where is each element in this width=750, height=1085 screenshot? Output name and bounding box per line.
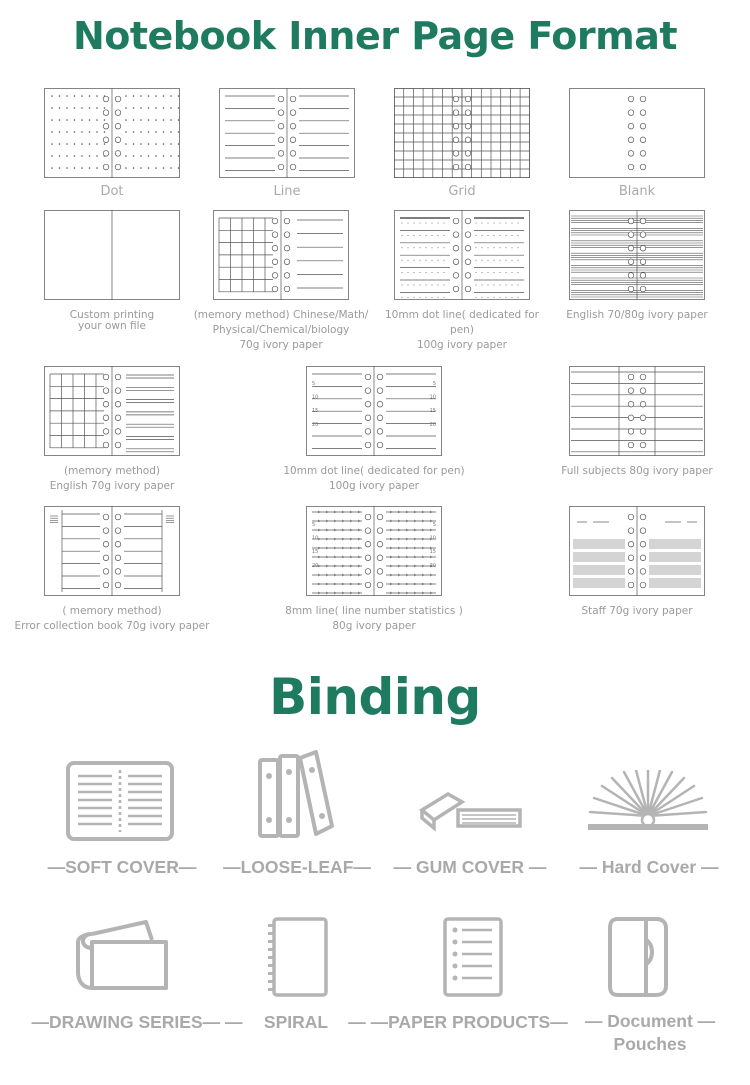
- format-error-book-tile: [44, 506, 180, 596]
- svg-text:20: 20: [429, 562, 436, 569]
- format-dotline-100-tile: [394, 210, 530, 300]
- svg-text:5: 5: [312, 522, 316, 528]
- format-caption: Dot: [100, 184, 124, 199]
- svg-text:15: 15: [312, 549, 319, 556]
- soft-cover-icon: [66, 760, 176, 846]
- format-custom-tile: [44, 210, 180, 300]
- svg-text:10: 10: [312, 394, 319, 401]
- svg-text:10: 10: [429, 394, 436, 401]
- binding-title: Binding: [269, 668, 481, 726]
- paper-products-icon: [442, 916, 504, 1002]
- format-memory-chinese-tile: [213, 210, 349, 300]
- svg-text:20: 20: [312, 562, 319, 569]
- page-thumbnail: [44, 506, 180, 596]
- format-caption: (memory method) English 70g ivory paper: [49, 465, 175, 492]
- format-full-subjects-tile: [569, 366, 705, 456]
- format-caption: Staff 70g ivory paper: [581, 605, 693, 617]
- svg-text:5: 5: [432, 522, 436, 528]
- spiral-label: SPIRAL: [263, 1012, 329, 1032]
- format-grid-tile: [394, 88, 530, 178]
- format-memory-english-tile: [44, 366, 180, 456]
- svg-text:15: 15: [312, 408, 319, 415]
- format-line-tile: [219, 88, 355, 178]
- page-thumbnail: [394, 88, 530, 178]
- drawing-series-label: —DRAWING SERIES— —: [31, 1012, 243, 1032]
- format-blank-tile: [569, 88, 705, 178]
- page-thumbnail: [44, 366, 180, 456]
- format-caption: Blank: [618, 184, 656, 199]
- hard-cover-label: — Hard Cover —: [579, 857, 719, 877]
- format-caption: Line: [273, 184, 301, 199]
- format-line-8mm-tile: [306, 506, 442, 596]
- page-thumbnail: [394, 210, 530, 300]
- document-pouches-label: — Document — Pouches: [584, 1011, 716, 1054]
- page-thumbnail: [44, 88, 180, 178]
- format-caption: English 70/80g ivory paper: [566, 309, 708, 321]
- loose-leaf-label: —LOOSE-LEAF—: [223, 857, 371, 877]
- document-pouches-icon: [608, 916, 672, 1002]
- gum-cover-label: — GUM COVER —: [393, 857, 547, 877]
- format-caption: Full subjects 80g ivory paper: [561, 465, 713, 477]
- format-staff-tile: [569, 506, 705, 596]
- drawing-series-icon: [76, 918, 170, 998]
- format-caption: ( memory method) Error collection book 70g ivory paper: [14, 605, 210, 632]
- spiral-icon: [266, 916, 330, 1002]
- loose-leaf-icon: [254, 750, 336, 846]
- svg-text:20: 20: [429, 421, 436, 428]
- page-thumbnail: [306, 366, 442, 456]
- page-thumbnail: [44, 210, 180, 300]
- hard-cover-icon: [586, 770, 710, 838]
- page-title: Notebook Inner Page Format: [72, 14, 678, 58]
- format-caption: Grid: [448, 184, 476, 199]
- paper-products-label: — —PAPER PRODUCTS—: [348, 1012, 568, 1032]
- format-caption: 10mm dot line( dedicated for pen) 100g ivory paper: [283, 465, 465, 492]
- page-thumbnail: [569, 506, 705, 596]
- page-thumbnail: [569, 210, 705, 300]
- format-dot-tile: [44, 88, 180, 178]
- format-caption: 8mm line( line number statistics ) 80g ivory paper: [285, 605, 463, 632]
- format-caption: Custom printing your own file: [69, 309, 155, 332]
- page-thumbnail: [219, 88, 355, 178]
- svg-text:15: 15: [429, 549, 436, 556]
- svg-text:5: 5: [432, 381, 436, 387]
- svg-text:20: 20: [312, 421, 319, 428]
- svg-text:5: 5: [312, 381, 316, 387]
- format-english-tile: [569, 210, 705, 300]
- page-thumbnail: [306, 506, 442, 596]
- format-dotline-num-tile: [306, 366, 442, 456]
- page-thumbnail: [569, 366, 705, 456]
- format-caption: 10mm dot line( dedicated for pen) 100g ivory paper: [384, 309, 539, 351]
- format-caption: (memory method) Chinese/Math/ Physical/Chemical/biology 70g ivory paper: [193, 309, 369, 351]
- soft-cover-label: —SOFT COVER—: [47, 857, 197, 877]
- page-thumbnail: [213, 210, 349, 300]
- svg-text:10: 10: [429, 535, 436, 542]
- gum-cover-icon: [418, 788, 524, 836]
- svg-text:15: 15: [429, 408, 436, 415]
- page-thumbnail: [569, 88, 705, 178]
- svg-text:10: 10: [312, 535, 319, 542]
